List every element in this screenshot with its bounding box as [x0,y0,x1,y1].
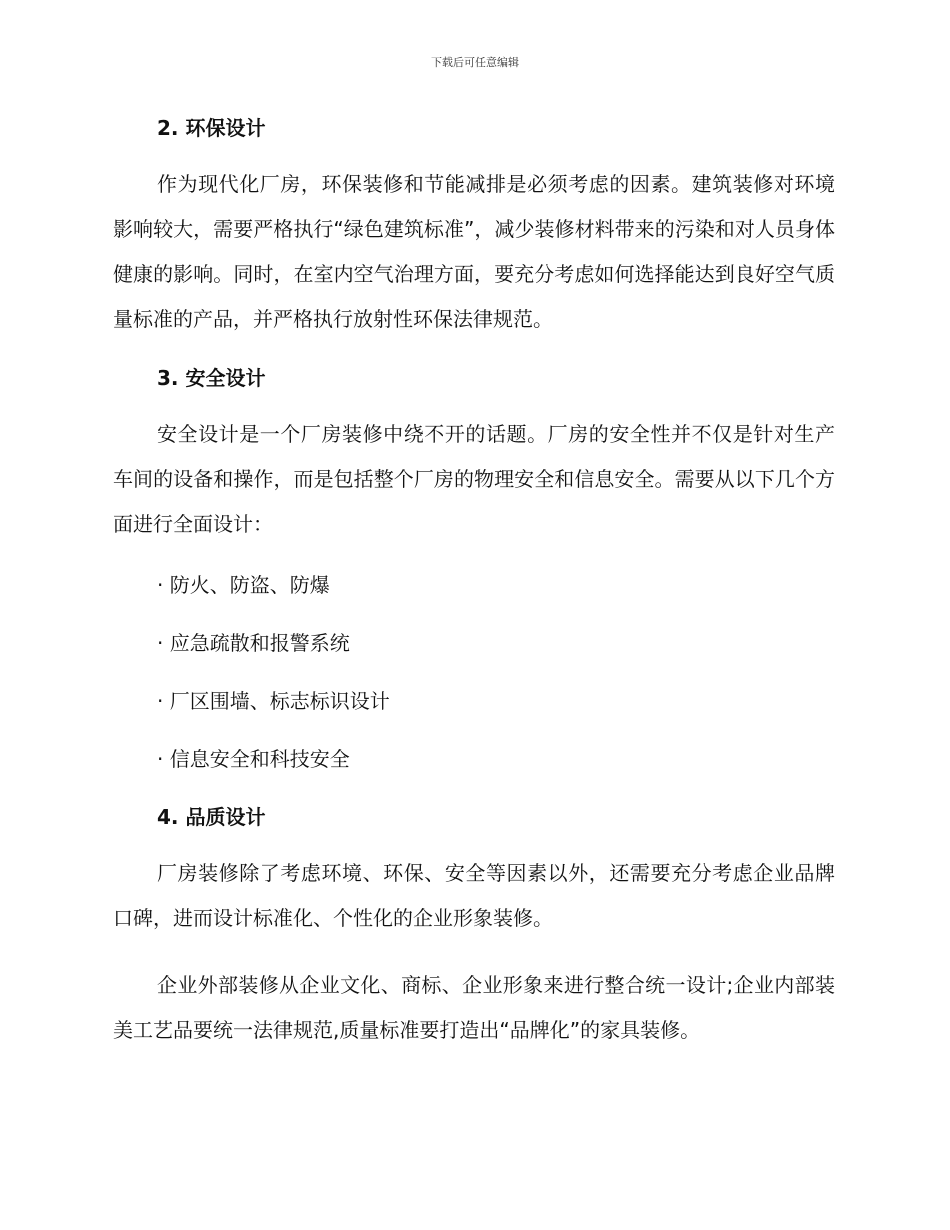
section-heading-safety: 3. 安全设计 [157,366,266,390]
list-item: · 应急疏散和报警系统 [157,631,350,655]
paragraph: 安全设计是一个厂房装修中绕不开的话题。厂房的安全性并不仅是针对生产车间的设备和操作，而是包括整个厂房的物理安全和信息安全。需要从以下几个方面进行全面设计： [113,422,835,536]
header-note: 下载后可任意编辑 [431,56,519,69]
document-body [113,112,835,1053]
list-item: · 防火、防盗、防爆 [157,573,330,597]
paragraph: 企业外部装修从企业文化、商标、企业形象来进行整合统一设计;企业内部装美工艺品要统一法律规范,质量标准要打造出“品牌化”的家具装修。 [113,973,835,1042]
paragraph: 厂房装修除了考虑环境、环保、安全等因素以外，还需要充分考虑企业品牌口碑，进而设计标准化、个性化的企业形象装修。 [113,861,835,930]
list-item: · 厂区围墙、标志标识设计 [157,689,390,713]
section-heading-quality: 4. 品质设计 [157,805,266,829]
list-item: · 信息安全和科技安全 [157,747,350,771]
section-heading-environmental: 2. 环保设计 [157,116,266,140]
paragraph: 作为现代化厂房，环保装修和节能减排是必须考虑的因素。建筑装修对环境影响较大，需要严格执行“绿色建筑标准”，减少装修材料带来的污染和对人员身体健康的影响。同时，在室内空气治理方面，要充分考虑如何选择能达到良好空气质量标准的产品，并严格执行放射性环保法律规范。 [113,172,835,331]
